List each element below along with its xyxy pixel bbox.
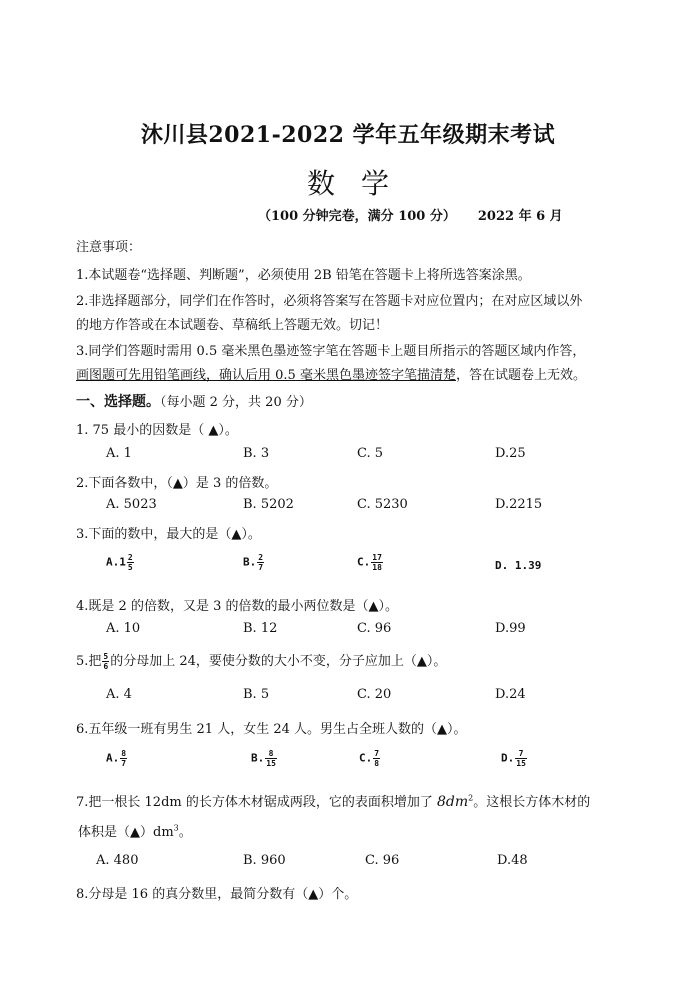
q6-option-c	[359, 749, 381, 768]
q1-option-b: B. 3	[243, 446, 270, 461]
q3-b-fraction: $\frac{2}{7}$	[258, 553, 264, 572]
note-2-line1: 2.非选择题部分，同学们在作答时，必须将答案写在答题卡对应位置内；在对应区域以外	[76, 294, 583, 309]
q3-option-b	[243, 553, 265, 572]
q6-b-prefix: B.	[251, 751, 265, 765]
q7-option-b: B. 960	[243, 853, 286, 868]
note-2-line2: 的地方作答或在本试题卷、草稿纸上答题无效。切记！	[76, 318, 389, 333]
q5-option-d: D.24	[495, 687, 526, 702]
section-1-heading: 一、选择题。	[76, 394, 160, 410]
question-7-stem-line2	[78, 821, 192, 840]
question-4-stem: 4.既是 2 的倍数，又是 3 的倍数的最小两位数是（▲）。	[76, 599, 398, 614]
q5-fraction: $\frac{5}{6}$	[103, 652, 109, 671]
q1-option-c: C. 5	[357, 446, 384, 461]
question-2-stem: 2.下面各数中，（▲）是 3 的倍数。	[76, 476, 278, 491]
q6-c-prefix: C.	[359, 751, 373, 765]
section-1-heading-row	[76, 391, 312, 411]
q7-option-a: A. 480	[96, 853, 139, 868]
question-6-stem: 6.五年级一班有男生 21 人，女生 24 人。男生占全班人数的（▲）。	[76, 722, 467, 737]
question-1-stem: 1. 75 最小的因数是（ ▲）。	[76, 423, 238, 438]
q7-stem2-pre: 体积是（▲）dm	[78, 825, 174, 840]
q5-option-b: B. 5	[243, 687, 270, 702]
question-3-stem: 3.下面的数中，最大的是（▲）。	[76, 527, 261, 542]
q7-option-d: D.48	[497, 853, 528, 868]
q6-option-d	[501, 749, 528, 768]
q3-option-a	[106, 553, 135, 572]
q4-option-c: C. 96	[357, 621, 392, 636]
note-3-line1: 3.同学们答题时需用 0.5 毫米黑色墨迹签字笔在答题卡上题目所指示的答题区域内作答，	[76, 344, 586, 359]
q7-stem-a: 7.把一根长 12dm 的长方体木材锯成两段，它的表面积增加了	[76, 795, 437, 810]
question-7-stem-line1	[76, 791, 590, 810]
q4-option-d: D.99	[495, 621, 526, 636]
q6-a-fraction: $\frac{8}{7}$	[121, 749, 127, 768]
note-1: 1.本试题卷“选择题、判断题”，必须使用 2B 铅笔在答题卡上将所选答案涂黑。	[76, 268, 531, 283]
q7-area-sup: 2	[468, 793, 474, 803]
q7-stem2-post: 。	[178, 825, 192, 840]
q5-option-a: A. 4	[106, 687, 132, 702]
q3-option-d: D. 1.39	[495, 559, 542, 572]
q6-d-fraction: $\frac{7}{15}$	[516, 749, 526, 768]
q7-stem-b: 。这根长方体木材的	[473, 795, 591, 810]
q5-stem-post: 的分母加上 24，要使分数的大小不变，分子应加上（▲）。	[110, 654, 447, 669]
q2-option-b: B. 5202	[243, 497, 294, 512]
notes-heading: 注意事项：	[76, 240, 142, 255]
section-1-scoring: （每小题 2 分，共 20 分）	[160, 395, 312, 410]
q4-option-b: B. 12	[243, 621, 278, 636]
q6-b-fraction: $\frac{8}{15}$	[266, 749, 276, 768]
q4-option-a: A. 10	[106, 621, 141, 636]
q3-a-fraction: $\frac{2}{5}$	[127, 553, 133, 572]
q6-a-prefix: A.	[106, 751, 120, 765]
q3-option-c	[357, 553, 384, 572]
q3-a-prefix: A.	[106, 555, 120, 569]
q5-option-c: C. 20	[357, 687, 392, 702]
q2-option-c: C. 5230	[357, 497, 408, 512]
q3-a-whole: 1	[119, 555, 126, 569]
q2-option-a: A. 5023	[106, 497, 157, 512]
q1-option-a: A. 1	[106, 446, 132, 461]
q5-stem-pre: 5.把	[76, 654, 102, 669]
question-5-stem	[76, 650, 446, 671]
q6-c-fraction: $\frac{7}{8}$	[374, 749, 380, 768]
note-3-line2	[76, 364, 586, 383]
q7-area: 8dm	[437, 794, 469, 810]
q3-c-fraction: $\frac{17}{18}$	[372, 553, 382, 572]
q6-option-b	[251, 749, 278, 768]
q6-d-prefix: D.	[501, 751, 515, 765]
exam-date: 2022 年 6 月	[477, 209, 563, 224]
q3-c-prefix: C.	[357, 555, 371, 569]
exam-duration: （100 分钟完卷，满分 100 分）	[258, 209, 456, 224]
note-3-rest: ，答在试题卷上无效。	[455, 368, 586, 383]
q3-b-prefix: B.	[243, 555, 257, 569]
q7-stem2-sup: 3	[173, 823, 179, 833]
q1-option-d: D.25	[495, 446, 526, 461]
q6-option-a	[106, 749, 128, 768]
q7-option-c: C. 96	[365, 853, 400, 868]
exam-title: 沐川县2021-2022 学年五年级期末考试	[140, 122, 556, 148]
exam-info	[258, 205, 563, 224]
question-8-stem: 8.分母是 16 的真分数里，最简分数有（▲）个。	[76, 887, 358, 902]
q2-option-d: D.2215	[495, 497, 543, 512]
note-3-underlined: 画图题可先用铅笔画线，确认后用 0.5 毫米黑色墨迹签字笔描清楚	[76, 368, 456, 383]
subject-title: 数学	[306, 167, 415, 200]
